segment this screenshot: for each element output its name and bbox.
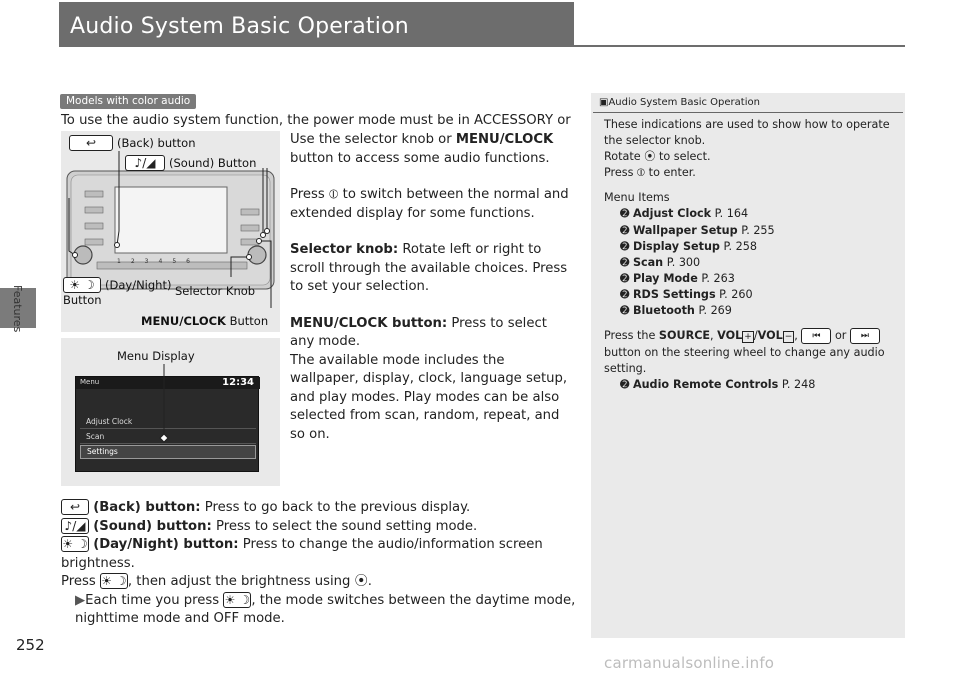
menu-item-adjust-clock[interactable]: Adjust Clock xyxy=(80,415,256,429)
vol-minus-icon: − xyxy=(784,332,793,343)
xref-icon: ➋ xyxy=(620,255,633,269)
daynight-icon: ☀ ☽ xyxy=(101,574,127,588)
intro-text: To use the audio system function, the power mode must be in ACCESSORY or xyxy=(61,113,571,128)
steering-note: Press the SOURCE, VOL + /VOL − , ⏮ or ⏭ button on the steering wheel to change any audio setting. xyxy=(604,329,885,376)
preset-2: 2 xyxy=(130,258,135,265)
xref-adjust-clock[interactable]: ➋ Adjust Clock P. 164 xyxy=(620,207,749,221)
back-callout xyxy=(69,135,195,151)
menu-display-caption: Menu Display xyxy=(117,349,195,363)
sound-callout-label: (Sound) Button xyxy=(169,156,257,170)
selector-knob-icon: ⦿ xyxy=(354,574,368,589)
xref-icon: ➋ xyxy=(620,304,633,318)
sound-note-icon: ♪/◢ xyxy=(61,518,89,534)
menu-screen-title: Menu xyxy=(80,378,100,386)
xref-display-setup[interactable]: ➋ Display Setup P. 258 xyxy=(620,239,757,253)
arrow-bullet-icon: ▶ xyxy=(75,592,86,608)
daynight-icon: ☀ ☽ xyxy=(224,592,251,607)
daynight-callout-label: (Day/Night) xyxy=(105,278,172,292)
xref-wallpaper-setup[interactable]: ➋ Wallpaper Setup P. 255 xyxy=(620,223,775,237)
preset-3: 3 xyxy=(144,258,149,265)
page-number: 252 xyxy=(16,636,45,654)
skip-forward-icon: ⏭ xyxy=(850,328,880,344)
side-tab xyxy=(0,0,36,678)
menu-callout-line xyxy=(61,338,280,486)
selector-knob-icon: ⦿ xyxy=(644,150,656,164)
xref-scan[interactable]: ➋ Scan P. 300 xyxy=(620,255,701,269)
selector-knob-label: Selector Knob xyxy=(175,284,256,298)
daynight-callout-label-2: Button xyxy=(63,293,102,307)
menuclock-label-bold: MENU/CLOCK xyxy=(141,314,226,328)
back-arrow-icon: ↩ xyxy=(61,499,89,515)
xref-audio-remote[interactable]: ➋ Audio Remote Controls P. 248 xyxy=(620,378,816,392)
back-callout-label: (Back) button xyxy=(117,136,196,150)
side-tab-label: Features xyxy=(11,285,24,333)
xref-icon: ➋ xyxy=(620,239,633,253)
back-button-desc: ↩ (Back) button: Press to go back to the previous display. xyxy=(61,499,591,518)
sound-button-desc: ♪/◢ (Sound) button: Press to select the sound setting mode. xyxy=(61,518,591,537)
preset-4: 4 xyxy=(158,258,163,265)
menuclock-label-rest: Button xyxy=(225,314,269,328)
para-selector-knob: Selector knob: Rotate left or right to scroll through the available choices. Press to set your selection. xyxy=(290,242,568,294)
skip-back-icon: ⏮ xyxy=(801,328,831,344)
note-heading: ▣Audio System Basic Operation xyxy=(599,97,760,108)
menu-item-settings[interactable]: Settings xyxy=(80,445,256,459)
xref-icon: ➋ xyxy=(620,287,633,301)
preset-6: 6 xyxy=(186,258,190,265)
brightness-instruction: Press ☀ ☽, then adjust the brightness using ⦿. xyxy=(61,574,372,589)
daynight-callout xyxy=(63,277,171,293)
note-intro: These indications are used to show how to operate the selector knob. xyxy=(604,118,890,148)
note-press: Press ⦶ to enter. xyxy=(604,166,696,180)
preset-5: 5 xyxy=(172,258,177,265)
note-rotate: Rotate ⦿ to select. xyxy=(604,150,711,164)
xref-icon: ➋ xyxy=(620,223,633,237)
header-rule xyxy=(59,45,905,47)
menu-items-list xyxy=(604,206,900,319)
xref-icon: ➋ xyxy=(620,378,633,392)
daynight-button-desc: ☀ ☽ (Day/Night) button: Press to change the audio/information screen brightness. xyxy=(61,537,543,571)
note-ref-icon: ▣ xyxy=(599,97,609,108)
para-selector-intro: Use the selector knob or MENU/CLOCK button to access some audio functions. xyxy=(290,132,554,166)
menu-display-figure xyxy=(61,338,280,486)
watermark: carmanualsonline.info xyxy=(604,654,775,672)
para-menuclock: MENU/CLOCK button: Press to select any mode. The available mode includes the wallpaper, display, clock, language setup, and play modes. Play modes can be also selected from scan, random, repeat, and so on. xyxy=(290,315,568,442)
model-badge: Models with color audio xyxy=(60,94,196,109)
sound-callout xyxy=(125,155,256,171)
menuclock-label xyxy=(141,314,268,328)
bottom-text xyxy=(61,499,591,629)
menu-items-label: Menu Items xyxy=(604,191,670,205)
knob-press-icon: ⦶ xyxy=(328,187,339,202)
vol-plus-icon: + xyxy=(744,332,752,343)
xref-play-mode[interactable]: ➋ Play Mode P. 263 xyxy=(620,271,735,285)
note-body xyxy=(604,117,900,394)
preset-1: 1 xyxy=(117,258,121,265)
sound-note-icon: ♪/◢ xyxy=(125,155,165,171)
xref-icon: ➋ xyxy=(620,207,633,221)
page-title: Audio System Basic Operation xyxy=(70,14,409,39)
mode-cycle-note: ▶Each time you press ☀ ☽, the mode switches between the daytime mode, nighttime mode and OFF mode. xyxy=(75,592,576,626)
back-arrow-icon: ↩ xyxy=(69,135,113,151)
daynight-icon: ☀ ☽ xyxy=(63,277,101,293)
preset-numbers xyxy=(117,258,190,265)
head-unit-figure xyxy=(61,131,280,332)
daynight-icon: ☀ ☽ xyxy=(62,537,88,551)
xref-icon: ➋ xyxy=(620,271,633,285)
xref-bluetooth[interactable]: ➋ Bluetooth P. 269 xyxy=(620,304,732,318)
note-rule xyxy=(593,112,903,113)
xref-rds-settings[interactable]: ➋ RDS Settings P. 260 xyxy=(620,287,753,301)
para-press-toggle: Press ⦶ to switch between the normal and extended display for some functions. xyxy=(290,187,569,221)
menu-item-scan[interactable]: Scan xyxy=(80,430,256,444)
menu-clock: 12:34 xyxy=(222,377,254,388)
right-column-text xyxy=(290,131,575,462)
knob-press-icon: ⦶ xyxy=(637,166,646,180)
